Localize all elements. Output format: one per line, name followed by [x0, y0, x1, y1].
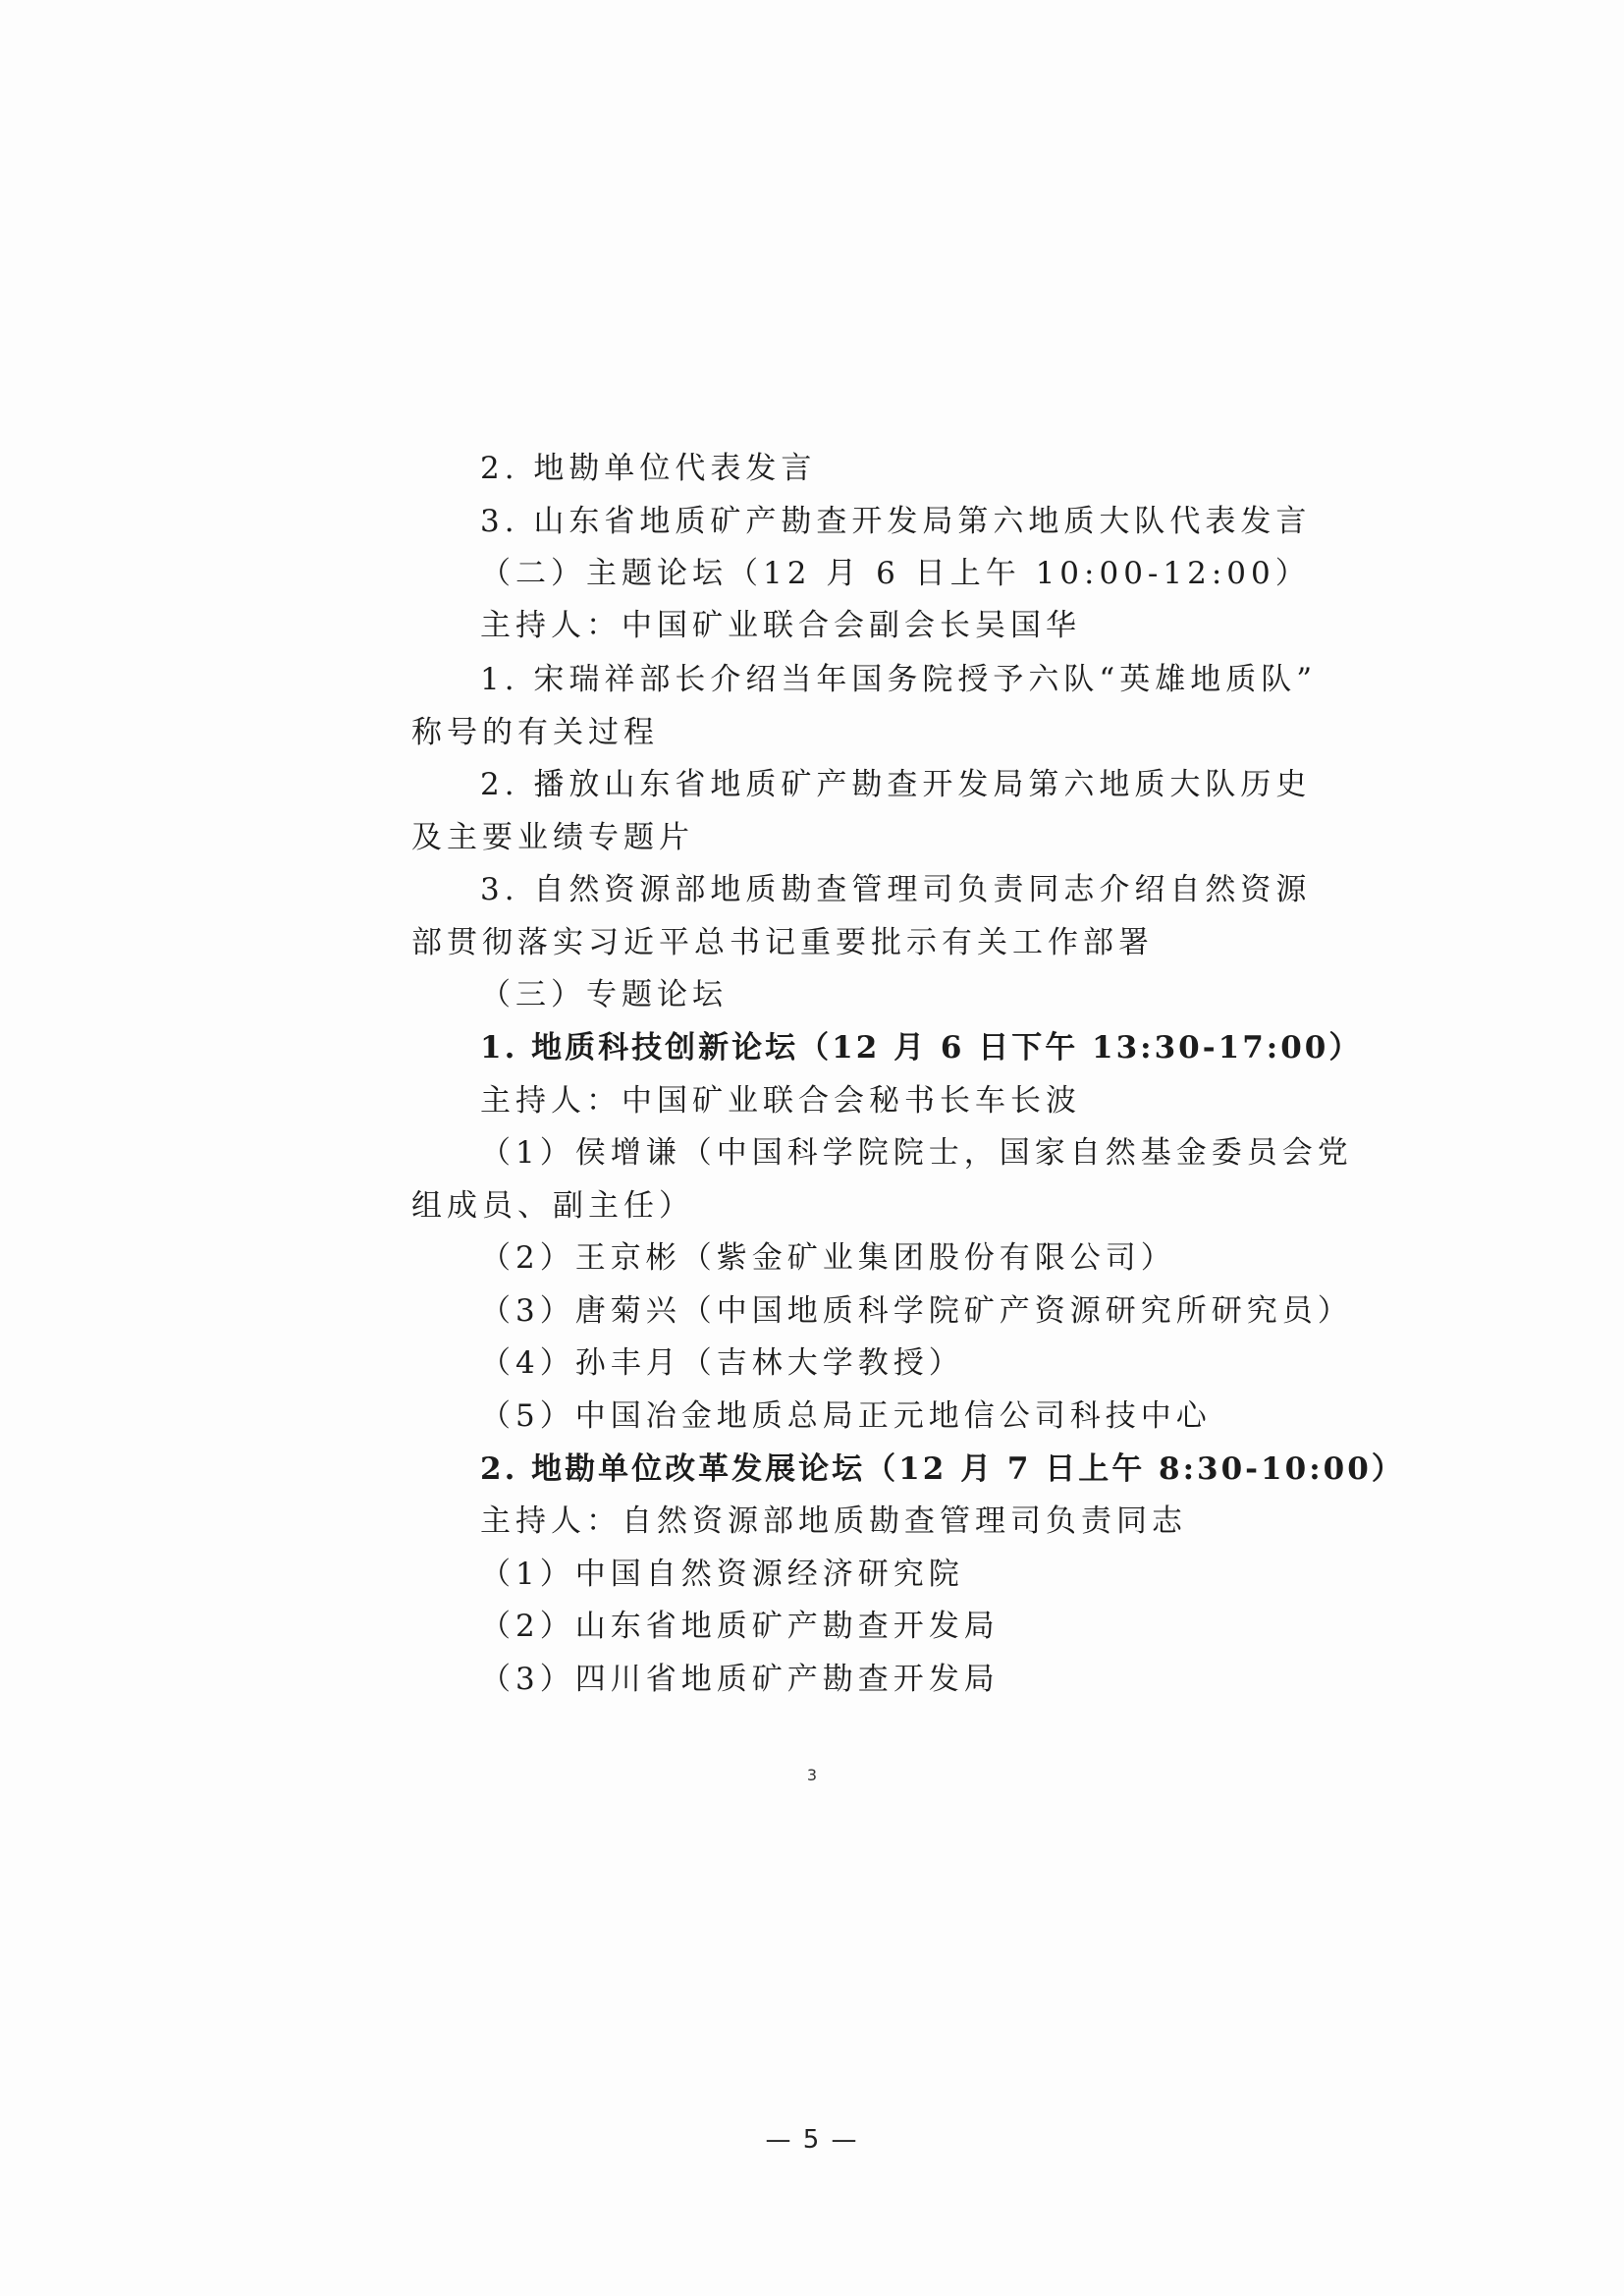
speaker-4: （4）孙丰月（吉林大学教授） — [480, 1345, 964, 1381]
line-host-2: 主持人：中国矿业联合会秘书长车长波 — [480, 1083, 1081, 1119]
speaker-1: （1）侯增谦（中国科学院院士，国家自然基金委员会党 — [480, 1135, 1353, 1171]
forum-heading-2: 2. 地勘单位改革发展论坛（12 月 7 日上午 8:30-10:00） — [480, 1451, 1405, 1487]
speaker-2: （2）王京彬（紫金矿业集团股份有限公司） — [480, 1240, 1176, 1276]
line-8: 及主要业绩专题片 — [411, 820, 694, 855]
org-1: （1）中国自然资源经济研究院 — [480, 1557, 964, 1592]
line-1: 2. 地勘单位代表发言 — [480, 451, 817, 486]
speaker-3: （3）唐菊兴（中国地质科学院矿产资源研究所研究员） — [480, 1293, 1353, 1329]
inner-page-number: 3 — [806, 1766, 818, 1784]
line-5: 1. 宋瑞祥部长介绍当年国务院授予六队“英雄地质队” — [480, 662, 1318, 697]
line-2: 3. 山东省地质矿产勘查开发局第六地质大队代表发言 — [480, 504, 1312, 539]
line-7: 2. 播放山东省地质矿产勘查开发局第六地质大队历史 — [480, 767, 1312, 802]
org-2: （2）山东省地质矿产勘查开发局 — [480, 1609, 1000, 1644]
line-10: 部贯彻落实习近平总书记重要批示有关工作部署 — [411, 925, 1154, 960]
forum-heading-1: 1. 地质科技创新论坛（12 月 6 日下午 13:30-17:00） — [480, 1030, 1363, 1066]
outer-page-number: — 5 — — [765, 2125, 859, 2155]
line-host-1: 主持人：中国矿业联合会副会长吴国华 — [480, 608, 1081, 643]
org-3: （3）四川省地质矿产勘查开发局 — [480, 1662, 1000, 1697]
speaker-5: （5）中国冶金地质总局正元地信公司科技中心 — [480, 1398, 1212, 1434]
section-heading-3: （三）专题论坛 — [480, 977, 728, 1012]
line-6: 称号的有关过程 — [411, 715, 659, 750]
line-9: 3. 自然资源部地质勘查管理司负责同志介绍自然资源 — [480, 872, 1312, 907]
line-host-3: 主持人：自然资源部地质勘查管理司负责同志 — [480, 1503, 1187, 1539]
speaker-1-cont: 组成员、副主任） — [411, 1188, 694, 1224]
section-heading-2: （二）主题论坛（12 月 6 日上午 10:00-12:00） — [480, 556, 1311, 591]
